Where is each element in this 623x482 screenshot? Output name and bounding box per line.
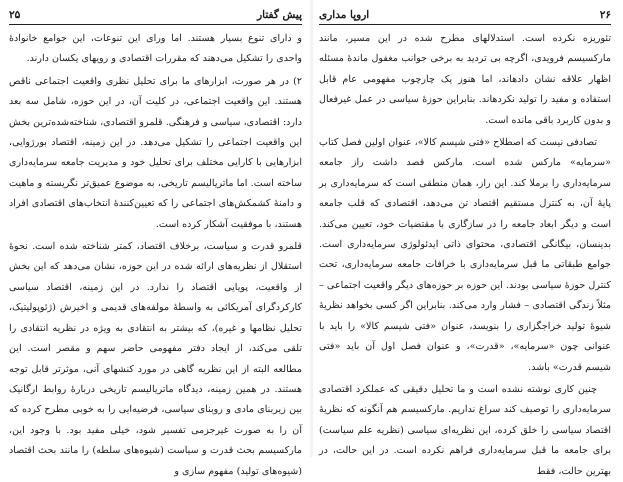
running-title: اروپا مداری <box>319 9 370 21</box>
running-title: پیش گفتار <box>257 9 302 21</box>
paragraph: تصادفی نیست که اصطلاح «فتی شیسم کالا»، عنوان اولین فصل کتاب «سرمایه» مارکس شده است. مارکس قصد داشت راز جامعه سرمایه‌داری را برملا کند. این راز، همان منطقی است که سرمایه‌داری بر پایهٔ آن، به کنترل مستقیم اقتصاد تن می‌دهد، اقتصادی که قلب جامعه است و دیگر ابعاد جامعه را در سازگاری با مقتضیات خود، تعیین می‌کند. بدینسان، بیگانگی اقتصادی، محتوای ذاتی ایدئولوژی سرمایه‌داری است. جوامع طبقاتی ما قبل سرمایه‌داری با خرافات جامعه سرمایه‌داری، تحت کنترل حوزهٔ سیاسی بودند. این حوزه بر حوزه‌های دیگر واقعیت اجتماعی – مثلاً زندگی اقتصادی – فشار وارد می‌کند. بنابراین اگر کسی بخواهد نظریهٔ شیوهٔ تولید خراجگزاری را بنویسد، عنوان «فتی شیسم کالا» را باید با عنوانی چون «سرمایه»، «قدرت»، و عنوان فصل اول آن باید «فتی شیسم قدرت» باشد. <box>319 137 611 373</box>
paragraph: تئوریزه نکرده است. استدلالهای مطرح شده در این مسیر، مانند مارکسیسم فرویدی، اگرچه بی تردید به برخی جوانب مغفول ماندهٔ مسئله اظهار علاقه نشان دادهاند، اما هنوز یک چارچوب مفهومی عام قابل استفاده و مفید را تولید نکردهاند. بنابراین حوزهٔ سیاسی در عمل غیرفعال و بدون کاربرد باقی مانده است. <box>319 33 611 126</box>
left-page <box>0 0 310 477</box>
paragraph: چنین کاری نوشته نشده است و ما تحلیل دقیقی که عملکرد اقتصادی سرمایه‌داری را توصیف کند سراغ نداریم. مارکسیسم هم آنگونه که نظریهٔ اقتصاد سیاسی را خلق کرده، این نظریه‌ای سیاسی (نظریه علم سیاست) برای جامعه ما قبل سرمایه‌داری فراهم نکرده است. در این حالت، در بهترین حالت، فقط <box>319 383 611 477</box>
right-page-header <box>319 9 611 25</box>
paragraph: و دارای تنوع بسیار هستند. اما ورای این تنوعات، این جوامع خانوادهٔ واحدی را تشکیل می‌دهند که مقررات اقتصادی و رویهای یکسان دارند. <box>9 33 302 65</box>
page-number: ۲۶ <box>599 9 611 21</box>
paragraph: قلمرو قدرت و سیاست، برخلاف اقتصاد، کمتر شناخته شده است. نحوهٔ استقلال از نظریه‌های ارائه شده در این حوزه، نشان می‌دهد که این بخش از واقعیت، پویایی اقتصاد را ندارد. در این زمینه، اقتصاد سیاسی کارکردگرای آمریکائی به واسطهٔ مولفه‌های قدیمی و اخیرش (ژئوپولیتیک، تحلیل نظامها و غیره)، که بیشتر به انتقادی به ویژه در نظریه انتقادی را تلقی می‌کند، از ایجاد دفتر مفهومی حاضر سهم و مقصر است. این مطالعه البته از این نظریه گاهی در مورد کنشهای آنی، موثرتر قابل توجه هستند. در همین زمینه، دیدگاه ماتریالیسم تاریخی دربارهٔ روابط ارگانیک بین زیربنای مادی و روبنای سیاسی، فرضیه‌ایی را به خوبی مطرح کرده که آن را به صورت غیرجزمی تفسیر شود، خیلی مفید بود. با وجود این، مارکسیسم بحث قدرت و سیاست (شیوه‌های سلطه) را مانند بحث اقتصاد (شیوه‌های تولید) مفهوم سازی و <box>9 241 302 477</box>
paragraph: ۲) در هر صورت، ابزارهای ما برای تحلیل نظری واقعیت اجتماعی ناقص هستند. این واقعیت اجتماعی، در کلیت آن، در این حوزه، شامل سه بعد دارد: اقتصادی، سیاسی و فرهنگی. قلمرو اقتصادی، شناخته‌شده‌ترین بخش این واقعیت اجتماعی را تشکیل می‌دهد. در این زمینه، اقتصاد بورژوایی، ابزارهایی با کارایی مختلف برای تحلیل خود و مدیریت جامعه سرمایه‌داری ساخته است. اما ماتریالیسم تاریخی، به موضوع عمیق‌تر نگریسته و ماهیت و دامنهٔ کشمکش‌های اجتماعی را که تعیین‌کنندهٔ انتخاب‌های اقتصادی افراد هستند، با موفقیت آشکار کرده است. <box>9 75 302 230</box>
left-page-header <box>9 9 302 25</box>
right-page <box>313 0 623 477</box>
page-number: ۲۵ <box>9 9 21 21</box>
